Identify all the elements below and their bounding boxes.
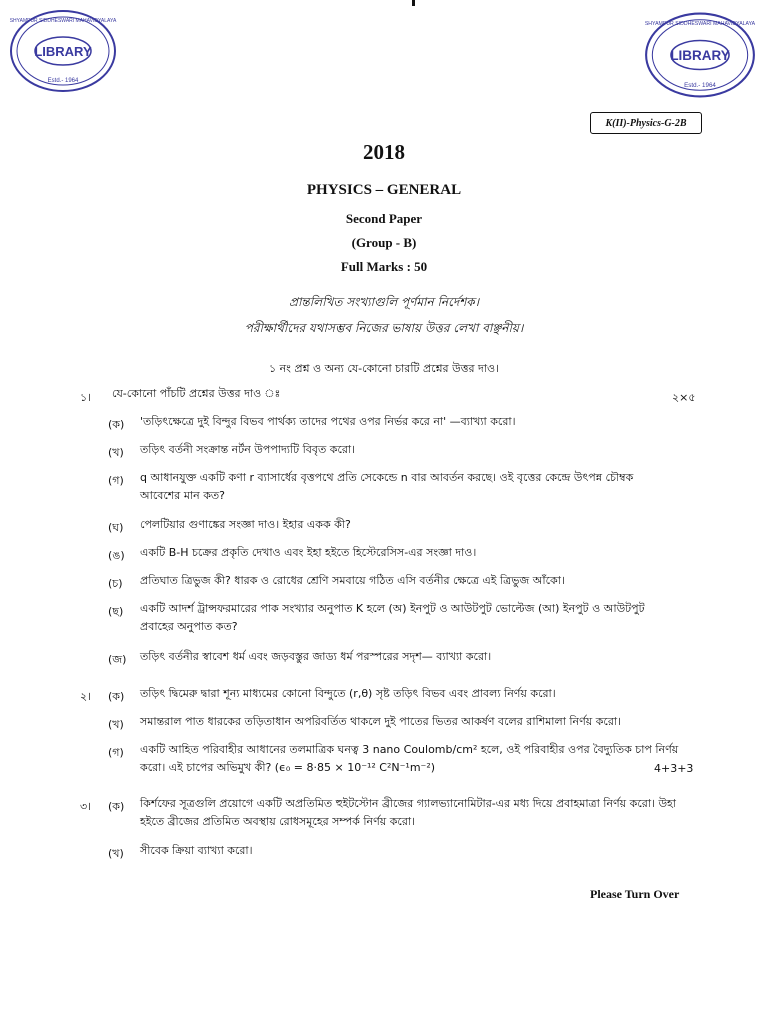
q1-item-label: (ঙ) xyxy=(108,549,125,562)
svg-text:Estd.- 1964: Estd.- 1964 xyxy=(684,82,716,90)
q1-item-text: প্রবাহের অনুপাত কত? xyxy=(140,620,238,633)
svg-text:Estd.- 1964: Estd.- 1964 xyxy=(47,78,79,84)
q2-number: ২। xyxy=(80,690,92,703)
instruction-choice: ১ নং প্রশ্ন ও অন্য যে-কোনো চারটি প্রশ্নের উত্তর দাও। xyxy=(268,362,500,375)
q2-marks: 4+3+3 xyxy=(654,762,694,775)
q1-number: ১। xyxy=(80,391,92,404)
exam-year: 2018 xyxy=(363,140,405,164)
q2-item-label: (ক) xyxy=(108,690,125,703)
q1-marks: ২×৫ xyxy=(672,391,696,404)
instruction-language: পরীক্ষার্থীদের যথাসম্ভব নিজের ভাষায় উত্তর লেখা বাঞ্ছনীয়। xyxy=(244,321,524,335)
svg-text:SHYAMPUR SIDDHESWARI MAHAVIDYA: SHYAMPUR SIDDHESWARI MAHAVIDYALAYA xyxy=(9,18,117,24)
q1-item-text: পেলটিয়ার গুণাঙ্কের সংজ্ঞা দাও। ইহার একক কী? xyxy=(140,518,351,531)
full-marks: Full Marks : 50 xyxy=(340,259,428,274)
q2-item-text: সমান্তরাল পাত ধারকের তড়িতাধান অপরিবর্তিত থাকলে দুই পাতের ভিতর আকর্ষণ বলের রাশিমালা নির্ণয় করো। xyxy=(140,715,622,728)
q2-item-text: করো। এই চাপের অভিমুখ কী? (ϵ₀ = 8·85 × 10⁻¹² C²N⁻¹m⁻²) xyxy=(140,761,436,774)
library-stamp-right xyxy=(643,10,757,100)
q3-item-text: সীবেক ক্রিয়া ব্যাখ্যা করো। xyxy=(140,844,253,857)
q1-text: যে-কোনো পাঁচটি প্রশ্নের উত্তর দাও ঃ xyxy=(112,387,281,400)
q1-item-label: (ছ) xyxy=(108,605,124,618)
q1-item-label: (চ) xyxy=(108,577,123,590)
q1-item-text: তড়িৎ বর্তনীর স্বাবেশ ধর্ম এবং জড়বস্তুর জাড্য ধর্ম পরস্পরের সদৃশ— ব্যাখ্যা করো। xyxy=(140,650,492,663)
svg-text:LIBRARY: LIBRARY xyxy=(670,48,730,64)
q1-item-text: q আধানযুক্ত একটি কণা r ব্যাসার্ধের বৃত্তপথে প্রতি সেকেন্ডে n বার আবর্তন করছে। ওই বৃত্তের কেন্দ্রে উৎপন্ন চৌম্বক xyxy=(140,471,634,484)
library-stamp-left xyxy=(8,8,118,94)
q2-item-label: (খ) xyxy=(108,718,124,731)
q1-item-label: (ঘ) xyxy=(108,521,124,534)
exam-paper: Second Paper xyxy=(345,211,423,226)
q3-item-text: কির্শফের সূত্রগুলি প্রয়োগে একটি অপ্রতিমিত হুইটস্টোন ব্রীজের গ্যালভ্যানোমিটার-এর মধ্য দিয়ে প্রবাহমাত্রা নির্ণয় করো। উহা xyxy=(140,797,676,810)
svg-text:LIBRARY: LIBRARY xyxy=(34,44,92,59)
q1-item-text: একটি আদর্শ ট্রান্সফরমারের পাক সংখ্যার অনুপাত K হলে (অ) ইনপুট ও আউটপুট ভোল্টেজ (আ) ইনপুট ও আউটপুট xyxy=(140,602,645,615)
q1-item-text: তড়িৎ বর্তনী সংক্রান্ত নর্টন উপপাদ্যটি বিবৃত করো। xyxy=(140,443,356,456)
q1-item-label: (জ) xyxy=(108,653,127,666)
q1-item-text: একটি B-H চক্রের প্রকৃতি দেখাও এবং ইহা হইতে হিস্টেরেসিস-এর সংজ্ঞা দাও। xyxy=(140,546,477,559)
q1-item-text: প্রতিঘাত ত্রিভুজ কী? ধারক ও রোধের শ্রেণি সমবায়ে গঠিত এসি বর্তনীর ক্ষেত্রে এই ত্রিভুজ আঁকো। xyxy=(140,574,565,587)
q3-item-label: (ক) xyxy=(108,800,125,813)
please-turn-over: Please Turn Over xyxy=(590,887,680,901)
q1-item-text: 'তড়িৎক্ষেত্রে দুই বিন্দুর বিভব পার্থক্য তাদের পথের ওপর নির্ভর করে না' —ব্যাখ্যা করো। xyxy=(140,415,516,428)
q3-item-text: হইতে ব্রীজের প্রতিমিত অবস্থায় রোধসমূহের সম্পর্ক নির্ণয় করো। xyxy=(140,815,415,828)
q3-number: ৩। xyxy=(80,800,92,813)
q2-item-text: তড়িৎ দ্বিমেরু দ্বারা শূন্য মাধ্যমের কোনো বিন্দুতে (r,θ) সৃষ্ট তড়িৎ বিভব এবং প্রাবল্য নির্ণয় করো। xyxy=(140,687,556,700)
q3-item-label: (খ) xyxy=(108,847,124,860)
q1-item-text: আবেশের মান কত? xyxy=(140,489,225,502)
exam-subject: PHYSICS – GENERAL xyxy=(306,182,462,198)
paper-code: K(II)-Physics-G-2B xyxy=(590,112,702,134)
q2-item-label: (গ) xyxy=(108,746,124,759)
q2-item-text: একটি আহিত পরিবাহীর আধানের তলমাত্রিক ঘনত্ব 3 nano Coulomb/cm² হলে, ওই পরিবাহীর ওপর বৈদ্যুতিক চাপ নির্ণয় xyxy=(140,743,679,756)
q1-item-label: (গ) xyxy=(108,474,124,487)
exam-group: (Group - B) xyxy=(351,235,417,250)
instruction-marks: প্রান্তলিখিত সংখ্যাগুলি পূর্ণমান নির্দেশক। xyxy=(288,295,479,309)
svg-text:SHYAMPUR SIDDHESWARI MAHAVIDYA: SHYAMPUR SIDDHESWARI MAHAVIDYALAYA xyxy=(644,20,756,27)
q1-item-label: (খ) xyxy=(108,446,124,459)
scan-mark xyxy=(412,0,415,6)
q1-item-label: (ক) xyxy=(108,418,125,431)
